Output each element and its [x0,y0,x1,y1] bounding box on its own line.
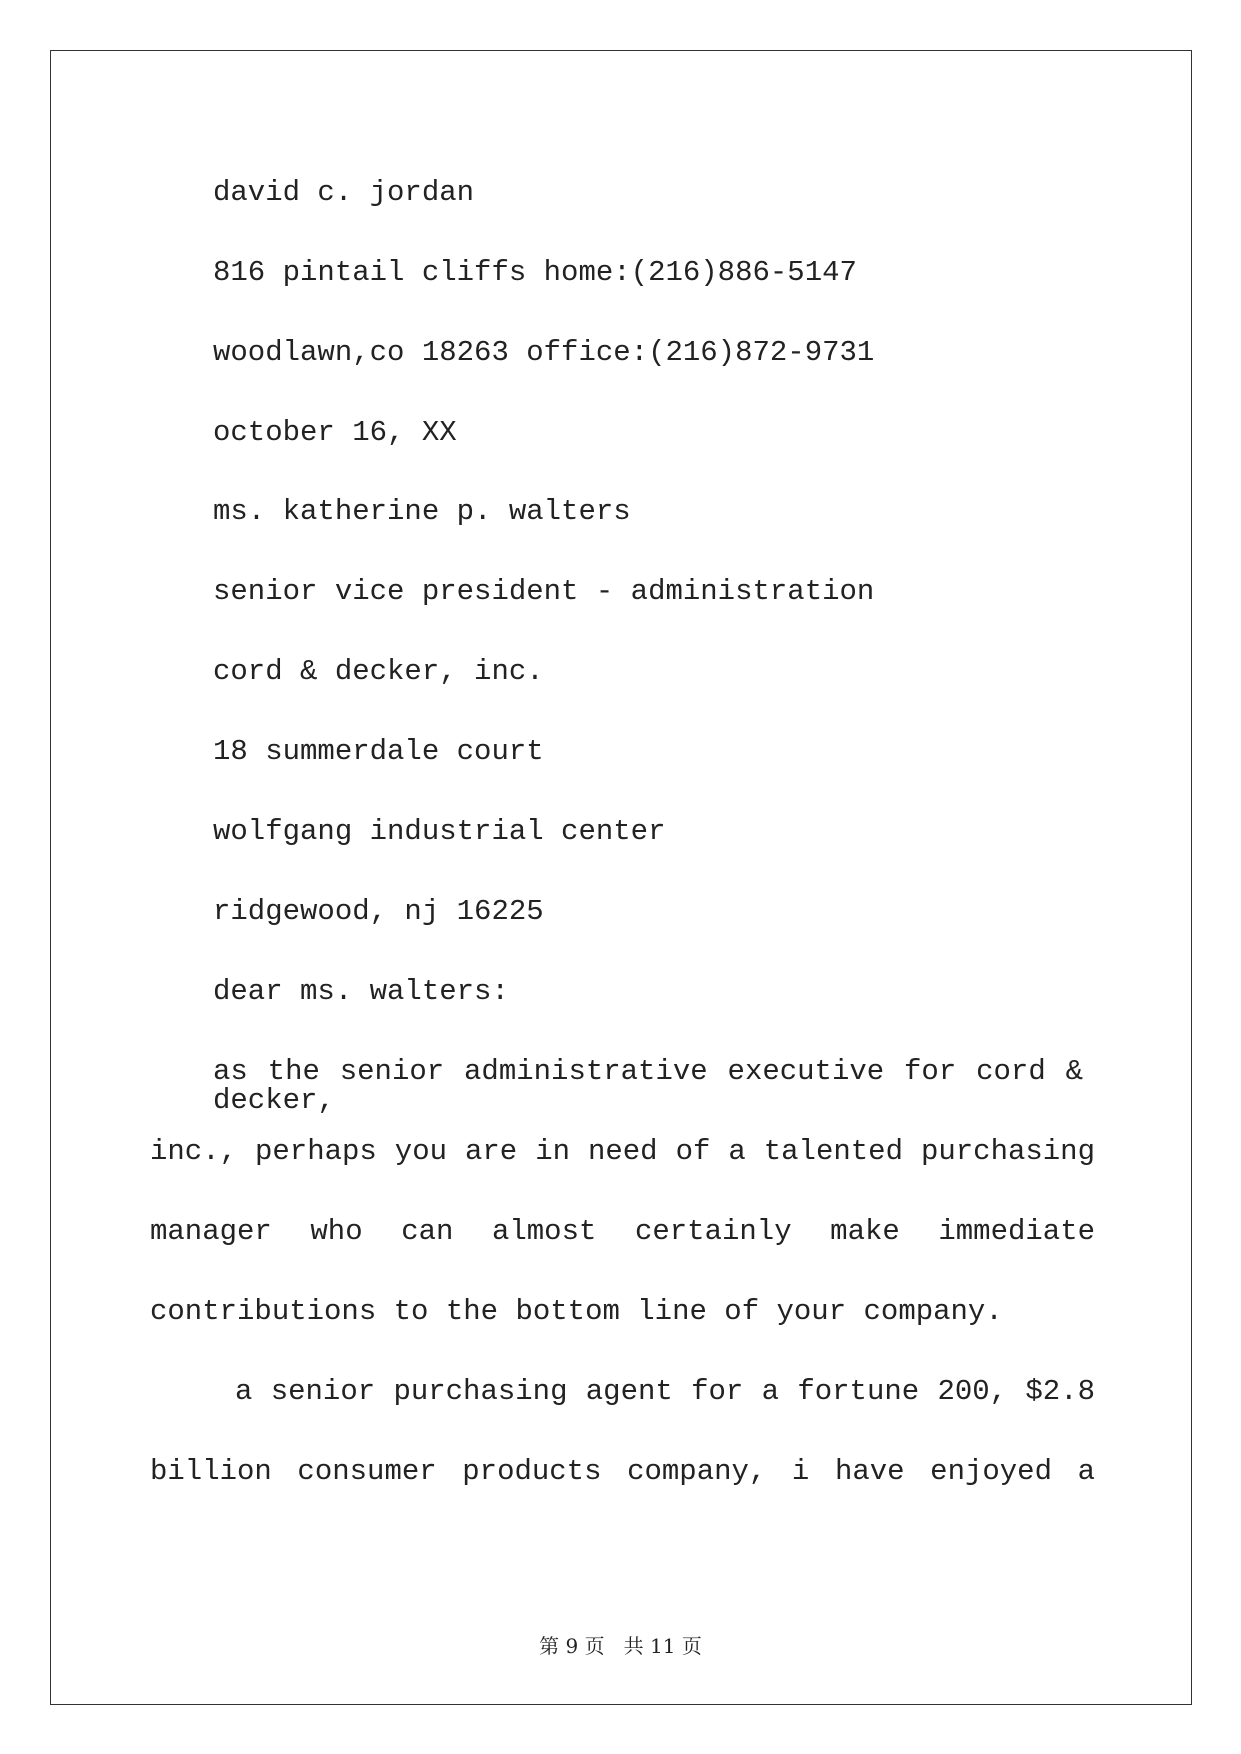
paragraph-1-line-1: as the senior administrative executive for cord & decker, [213,1055,1083,1117]
recipient-title: senior vice president - administration [213,575,875,608]
sender-name: david c. jordan [213,176,475,209]
sender-address-line-1: 816 pintail cliffs home:(216)886-5147 [213,256,857,289]
sender-address-line-2: woodlawn,co 18263 office:(216)872-9731 [213,336,875,369]
recipient-city: ridgewood, nj 16225 [213,895,544,928]
paragraph-1-line-2: inc., perhaps you are in need of a talented purchasing [150,1135,1095,1168]
page-number-footer: 第 9 页 共 11 页 [539,1634,702,1658]
paragraph-2-line-2: billion consumer products company, i have enjoyed a [150,1455,1095,1488]
paragraph-1-line-3: manager who can almost certainly make immediate [150,1215,1095,1248]
recipient-name: ms. katherine p. walters [213,495,631,528]
recipient-company: cord & decker, inc. [213,655,544,688]
recipient-center: wolfgang industrial center [213,815,666,848]
letter-date: october 16, XX [213,416,457,449]
recipient-street: 18 summerdale court [213,735,544,768]
paragraph-2-line-1: a senior purchasing agent for a fortune 200, $2.8 [235,1375,1095,1408]
paragraph-1-line-4: contributions to the bottom line of your company. [150,1295,1003,1328]
salutation: dear ms. walters: [213,975,509,1008]
